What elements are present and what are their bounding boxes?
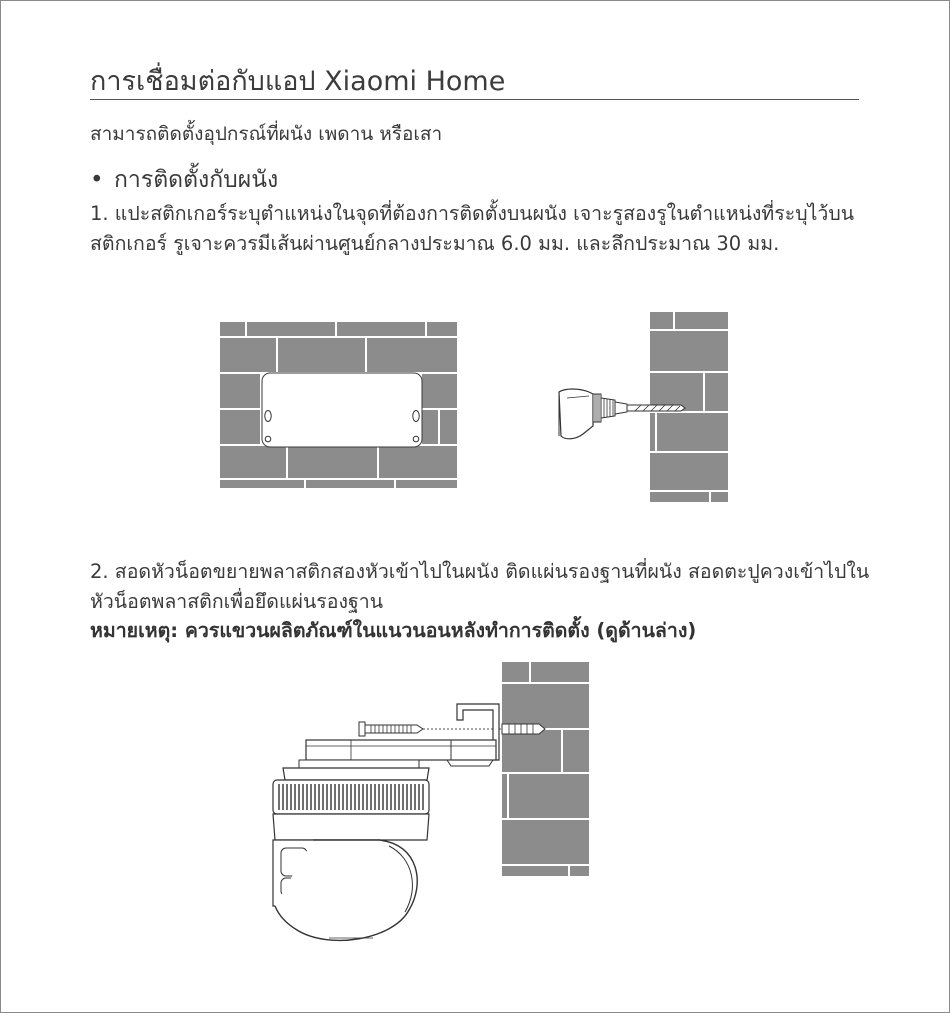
bullet-icon: • — [90, 167, 104, 193]
page-subtitle: สามารถติดตั้งอุปกรณ์ที่ผนัง เพดาน หรือเสา — [90, 123, 443, 145]
step-2-text: 2. สอดหัวน็อตขยายพลาสติกสองหัวเข้าไปในผนัง ติดแผ่นรองฐานที่ผนัง สอดตะปูควงเข้าไปในหัวน็อตพลาสติกเพื่อยึดแผ่นรองฐาน — [90, 560, 870, 613]
drilling-illustration — [557, 312, 732, 504]
title-divider — [90, 99, 859, 100]
section-heading — [90, 162, 278, 198]
installation-note: หมายเหตุ: ควรแขวนผลิตภัณฑ์ในแนวนอนหลังทำการติดตั้ง (ดูด้านล่าง) — [90, 619, 697, 642]
page-title: การเชื่อมต่อกับแอป Xiaomi Home — [90, 66, 506, 97]
step-1-text: 1. แปะสติกเกอร์ระบุตำแหน่งในจุดที่ต้องการติดตั้งบนผนัง เจาะรูสองรูในตำแหน่งที่ระบุไว้บนสติกเกอร์ รูเจาะควรมีเส้นผ่านศูนย์กลางประมาณ 6.0 มม. และลึกประมาณ 30 มม. — [90, 202, 855, 255]
section-heading-text: การติดตั้งกับผนัง — [114, 167, 279, 193]
camera-mount-illustration — [269, 662, 599, 947]
sticker-on-wall-illustration — [220, 322, 460, 492]
